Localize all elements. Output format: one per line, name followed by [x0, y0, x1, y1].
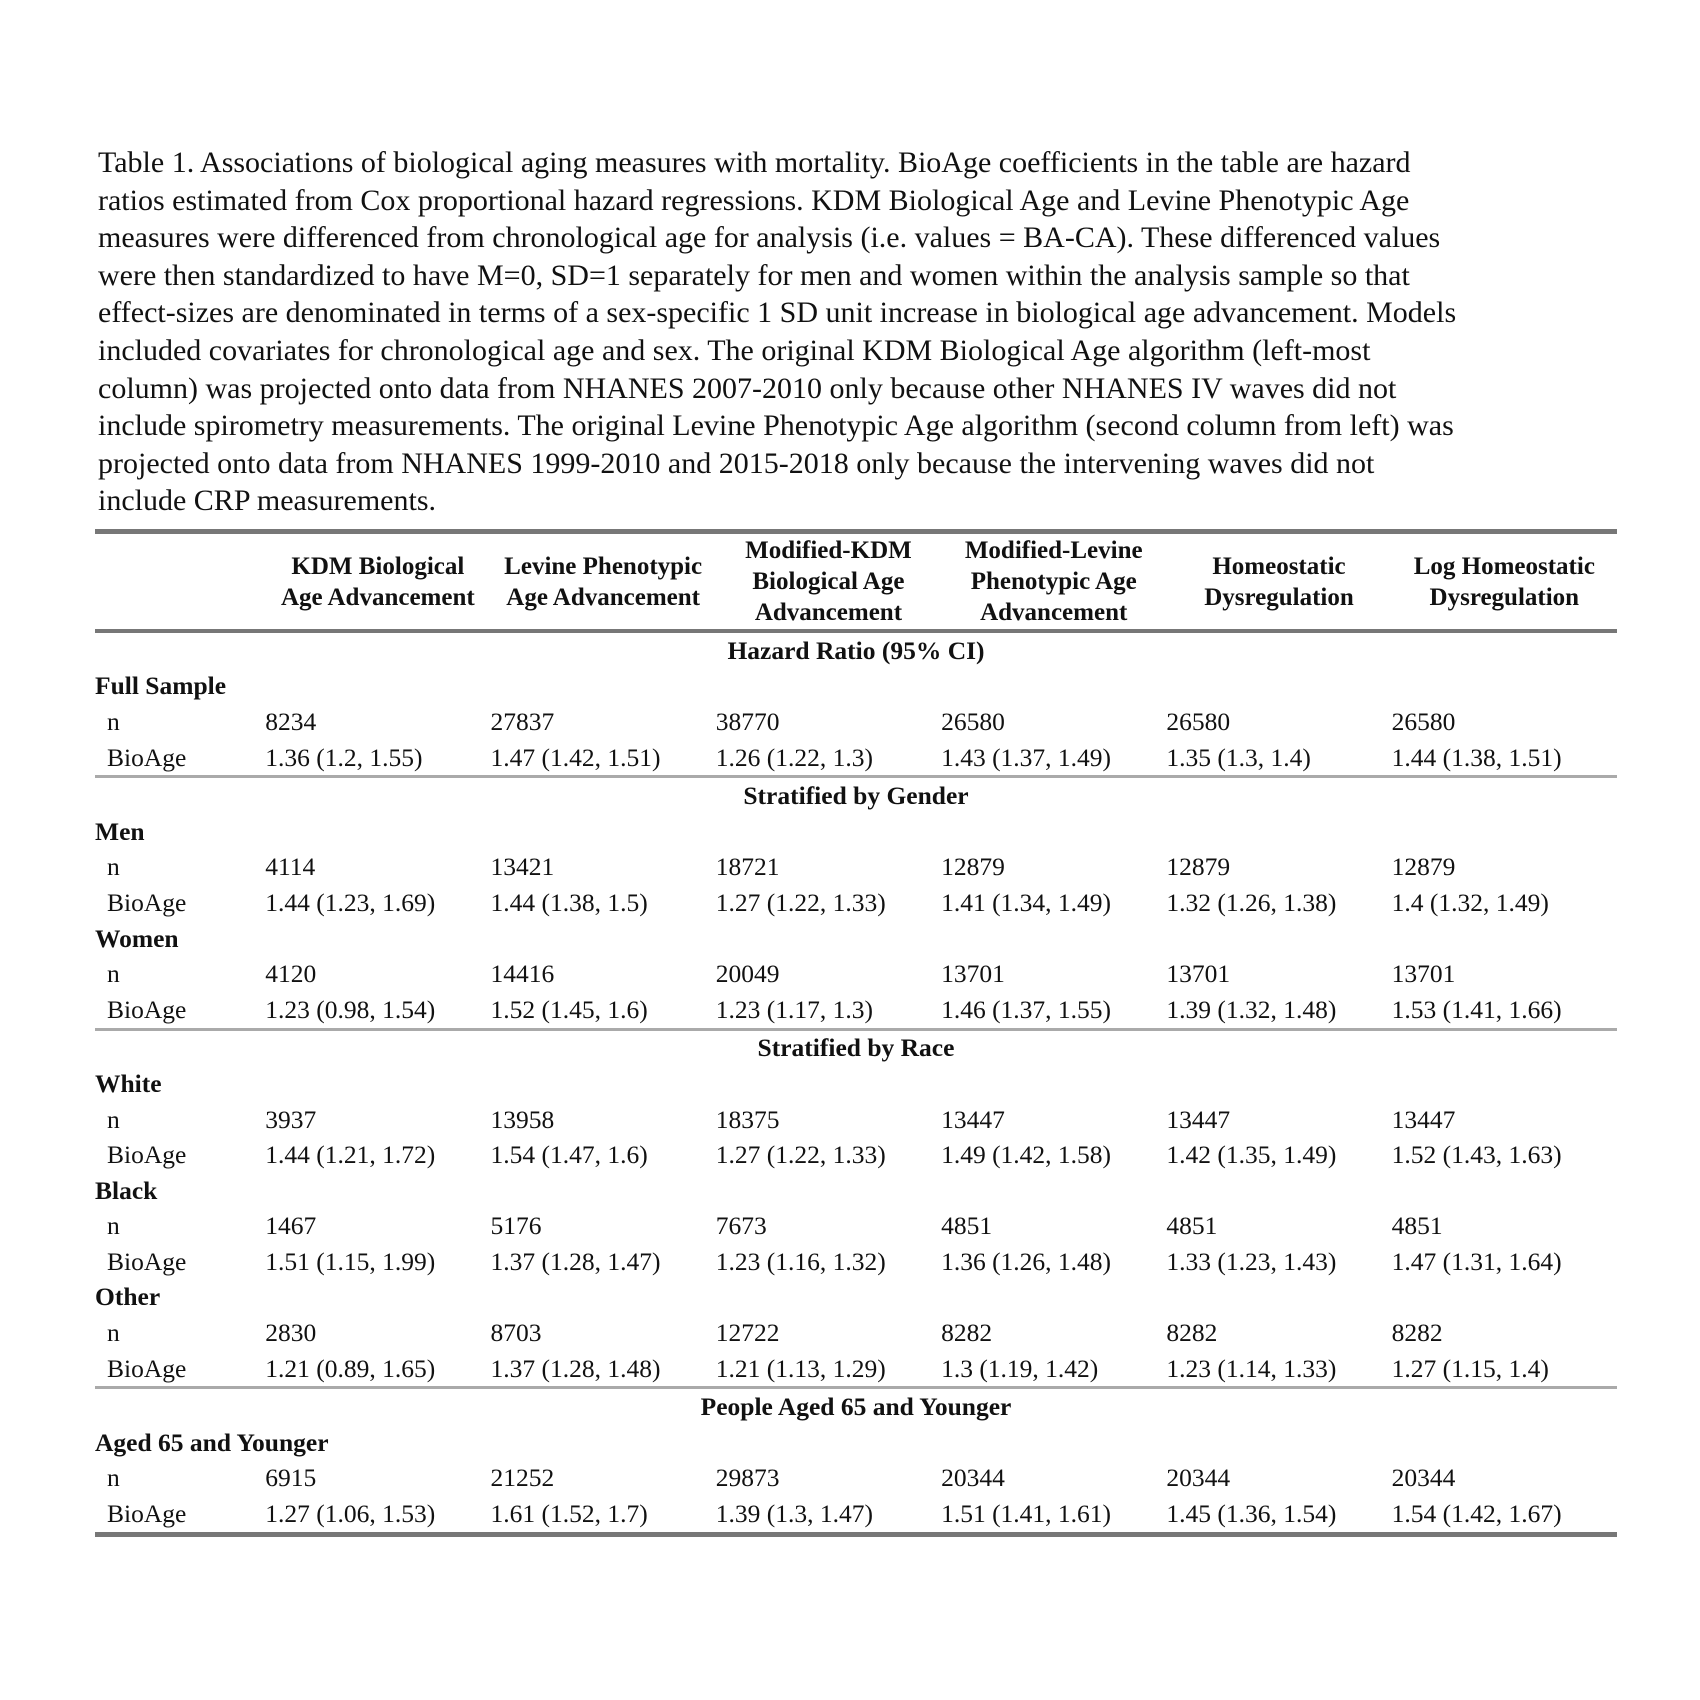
table-cell: 8282: [1391, 1318, 1443, 1348]
table-cell: 8282: [941, 1318, 993, 1348]
table-cell: 1.23 (1.14, 1.33): [1166, 1353, 1337, 1383]
column-header-line: Dysregulation: [1429, 583, 1580, 611]
table-cell: 12879: [1166, 852, 1231, 882]
caption-line: Table 1. Associations of biological aging measures with mortality. BioAge coefficients in the table are hazard: [98, 146, 1411, 179]
caption-line: measures were differenced from chronological age for analysis (i.e. values = BA-CA). These differenced values: [98, 221, 1441, 255]
caption-line: include spirometry measurements. The original Levine Phenotypic Age algorithm (second column from left) was: [98, 409, 1454, 443]
table-row: [95, 1102, 1617, 1138]
table-cell: 18375: [715, 1104, 780, 1134]
column-header-line: Modified-KDM: [745, 537, 912, 564]
table-row: [95, 1209, 1617, 1245]
table-cell: 1.3 (1.19, 1.42): [941, 1353, 1099, 1383]
group-label: Other: [95, 1282, 161, 1312]
table-cell: 1.42 (1.35, 1.49): [1166, 1140, 1337, 1170]
group-row: [95, 1173, 1617, 1209]
table-cell: 1.44 (1.23, 1.69): [265, 887, 436, 917]
section-header-row: [95, 631, 1617, 669]
row-label: BioAge: [107, 742, 187, 772]
table-cell: 1.46 (1.37, 1.55): [941, 994, 1112, 1024]
column-header: [265, 532, 490, 632]
table-row: [95, 885, 1617, 921]
table-cell: 8282: [1166, 1318, 1218, 1348]
section-title: Hazard Ratio (95% CI): [727, 635, 985, 665]
table-row: [95, 1244, 1617, 1280]
section-header-row: [95, 777, 1617, 814]
table-cell: 1.44 (1.38, 1.5): [490, 887, 648, 917]
group-label: White: [95, 1068, 162, 1098]
group-row: [95, 814, 1617, 850]
row-label: n: [107, 959, 120, 989]
table-cell: 1.37 (1.28, 1.47): [490, 1246, 661, 1276]
row-label: n: [107, 1463, 120, 1493]
table-cell: 1.47 (1.31, 1.64): [1391, 1246, 1562, 1276]
table-row: [95, 850, 1617, 886]
table-cell: 12879: [941, 852, 1005, 882]
header-blank: [95, 532, 265, 632]
table-cell: 38770: [715, 706, 780, 736]
column-header: [716, 532, 941, 632]
table-cell: 1.52 (1.45, 1.6): [490, 994, 648, 1024]
header-row: [95, 532, 1617, 632]
table-cell: 20344: [1391, 1463, 1456, 1493]
table-cell: 1.21 (1.13, 1.29): [715, 1353, 886, 1383]
table-cell: 13701: [1391, 959, 1456, 989]
caption-line: include CRP measurements.: [98, 484, 436, 518]
row-label: n: [107, 852, 120, 882]
table-cell: 1.51 (1.15, 1.99): [265, 1246, 436, 1276]
row-label: n: [107, 1318, 120, 1348]
column-header-line: Homeostatic: [1212, 552, 1346, 580]
table-cell: 1.44 (1.21, 1.72): [265, 1140, 436, 1170]
section-title: Stratified by Gender: [743, 781, 969, 811]
table-cell: 1.26 (1.22, 1.3): [715, 742, 874, 772]
table-cell: 1.51 (1.41, 1.61): [941, 1499, 1112, 1529]
column-header-line: Modified-Levine: [964, 537, 1143, 564]
table-cell: 12879: [1391, 852, 1456, 882]
table-cell: 13701: [1166, 959, 1231, 989]
table-cell: 1.43 (1.37, 1.49): [941, 742, 1112, 772]
group-label: Full Sample: [95, 671, 227, 701]
group-label: Men: [95, 816, 145, 846]
column-header-line: Dysregulation: [1204, 583, 1354, 611]
section-header-row: [95, 1388, 1617, 1425]
table-cell: 1.27 (1.15, 1.4): [1391, 1353, 1549, 1383]
table-row: [95, 740, 1617, 777]
table-cell: 8703: [490, 1318, 542, 1348]
table-cell: 5176: [490, 1211, 542, 1241]
row-label: BioAge: [107, 1140, 187, 1170]
section-header-row: [95, 1029, 1617, 1066]
table-row: [95, 1315, 1617, 1351]
table-row: [95, 956, 1617, 992]
caption-line: effect-sizes are denominated in terms of a sex-specific 1 SD unit increase in biological age advancement. Models: [98, 296, 1457, 330]
table-cell: 13421: [490, 852, 555, 882]
table-cell: 1.4 (1.32, 1.49): [1391, 887, 1549, 917]
table-cell: 26580: [1391, 706, 1456, 736]
group-label: Women: [95, 923, 179, 953]
table-cell: 1.23 (1.17, 1.3): [715, 994, 874, 1024]
table-row: [95, 1496, 1617, 1534]
column-header-line: KDM Biological: [291, 552, 465, 580]
table-cell: 1.36 (1.26, 1.48): [941, 1246, 1112, 1276]
group-row: [95, 669, 1617, 705]
table-cell: 2830: [265, 1318, 317, 1348]
table-cell: 1.52 (1.43, 1.63): [1391, 1140, 1562, 1170]
caption-line: column) was projected onto data from NHANES 2007-2010 only because other NHANES IV waves did not: [98, 371, 1397, 405]
table-cell: 1.37 (1.28, 1.48): [490, 1353, 661, 1383]
table-cell: 7673: [715, 1211, 767, 1241]
table-row: [95, 992, 1617, 1029]
caption-line: included covariates for chronological age and sex. The original KDM Biological Age algorithm (left-most: [98, 333, 1371, 367]
table-cell: 1.39 (1.32, 1.48): [1166, 994, 1337, 1024]
column-header-line: Advancement: [980, 599, 1128, 626]
table-cell: 1.61 (1.52, 1.7): [490, 1499, 648, 1529]
table-cell: 3937: [265, 1104, 317, 1134]
table-row: [95, 1351, 1617, 1388]
row-label: BioAge: [107, 1499, 187, 1529]
row-label: BioAge: [107, 1353, 187, 1383]
column-header-line: Levine Phenotypic: [504, 552, 703, 580]
group-label: Black: [95, 1175, 158, 1205]
table-cell: 4851: [1166, 1211, 1218, 1241]
row-label: n: [107, 706, 120, 736]
table-cell: 1.36 (1.2, 1.55): [265, 742, 423, 772]
row-label: BioAge: [107, 1246, 187, 1276]
table-cell: 27837: [490, 706, 555, 736]
table-cell: 13447: [1391, 1104, 1456, 1134]
table-cell: 14416: [490, 959, 555, 989]
table-cell: 13447: [941, 1104, 1005, 1134]
table-cell: 12722: [715, 1318, 780, 1348]
column-header-line: Phenotypic Age: [970, 568, 1137, 595]
table-cell: 1.41 (1.34, 1.49): [941, 887, 1112, 917]
table-cell: 4114: [265, 852, 316, 882]
column-header: [1392, 532, 1617, 632]
table-cell: 4851: [1391, 1211, 1443, 1241]
table-cell: 26580: [1166, 706, 1231, 736]
results-table: [95, 529, 1617, 1537]
caption-line: ratios estimated from Cox proportional hazard regressions. KDM Biological Age and Levine Phenotypic Age: [98, 183, 1410, 217]
table-cell: 26580: [941, 706, 1005, 736]
table-cell: 1.27 (1.22, 1.33): [715, 887, 886, 917]
table-cell: 13447: [1166, 1104, 1231, 1134]
table-cell: 1.27 (1.06, 1.53): [265, 1499, 436, 1529]
table-caption: [98, 144, 1456, 520]
section-title: People Aged 65 and Younger: [700, 1392, 1012, 1422]
column-header: [491, 532, 716, 632]
table-cell: 1.23 (0.98, 1.54): [265, 994, 436, 1024]
caption-line: projected onto data from NHANES 1999-2010 and 2015-2018 only because the intervening waves did not: [98, 446, 1375, 480]
table-row: [95, 1461, 1617, 1497]
group-label: Aged 65 and Younger: [95, 1427, 329, 1457]
group-row: [95, 1280, 1617, 1316]
table-cell: 13958: [490, 1104, 555, 1134]
table-row: [95, 704, 1617, 740]
table-cell: 1.53 (1.41, 1.66): [1391, 994, 1562, 1024]
table-cell: 1.47 (1.42, 1.51): [490, 742, 661, 772]
table-cell: 1.32 (1.26, 1.38): [1166, 887, 1337, 917]
table-cell: 18721: [715, 852, 780, 882]
group-row: [95, 921, 1617, 957]
row-label: BioAge: [107, 887, 187, 917]
table-cell: 1.21 (0.89, 1.65): [265, 1353, 436, 1383]
column-header-line: Age Advancement: [280, 583, 475, 611]
table-cell: 4120: [265, 959, 317, 989]
table-row: [95, 1137, 1617, 1173]
table-cell: 8234: [265, 706, 317, 736]
table-cell: 1.49 (1.42, 1.58): [941, 1140, 1112, 1170]
section-title: Stratified by Race: [757, 1033, 955, 1063]
table-cell: 6915: [265, 1463, 317, 1493]
table-cell: 29873: [715, 1463, 780, 1493]
column-header-line: Log Homeostatic: [1413, 552, 1595, 580]
caption-line: were then standardized to have M=0, SD=1 separately for men and women within the analysis sample so that: [98, 258, 1410, 292]
row-label: n: [107, 1104, 120, 1134]
row-label: BioAge: [107, 994, 187, 1024]
table-cell: 20049: [715, 959, 780, 989]
table-cell: 1.27 (1.22, 1.33): [715, 1140, 886, 1170]
table-cell: 1.44 (1.38, 1.51): [1391, 742, 1562, 772]
table-cell: 20344: [941, 1463, 1005, 1493]
table-cell: 1.23 (1.16, 1.32): [715, 1246, 886, 1276]
group-row: [95, 1066, 1617, 1102]
table-cell: 1.33 (1.23, 1.43): [1166, 1246, 1337, 1276]
column-header-line: Advancement: [754, 599, 903, 626]
table-cell: 13701: [941, 959, 1005, 989]
column-header: [1166, 532, 1391, 632]
table-cell: 1.35 (1.3, 1.4): [1166, 742, 1311, 772]
table-cell: 1.54 (1.47, 1.6): [490, 1140, 648, 1170]
row-label: n: [107, 1211, 120, 1241]
column-header-line: Age Advancement: [506, 583, 700, 611]
table-cell: 1.45 (1.36, 1.54): [1166, 1499, 1337, 1529]
column-header: [941, 532, 1166, 632]
group-row: [95, 1425, 1617, 1461]
column-header-line: Biological Age: [752, 568, 905, 595]
table-cell: 20344: [1166, 1463, 1231, 1493]
table-cell: 1.54 (1.42, 1.67): [1391, 1499, 1562, 1529]
table-cell: 21252: [490, 1463, 555, 1493]
table-cell: 4851: [941, 1211, 993, 1241]
table-cell: 1.39 (1.3, 1.47): [715, 1499, 874, 1529]
table-cell: 1467: [265, 1211, 317, 1241]
